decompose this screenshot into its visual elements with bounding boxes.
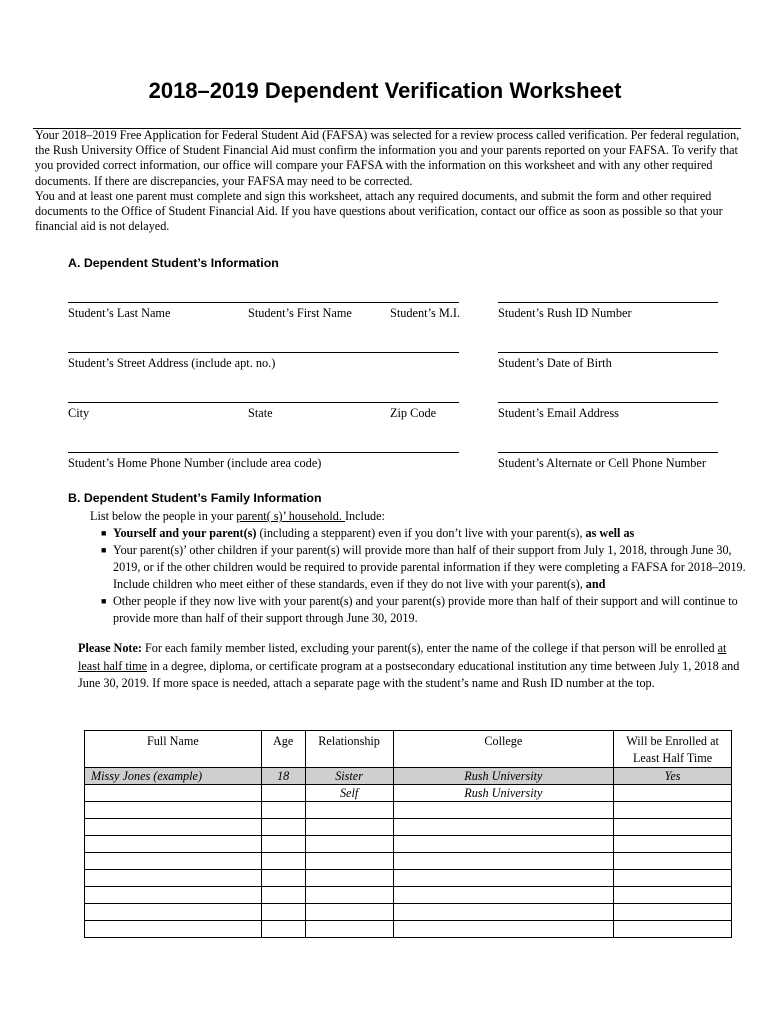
list-intro-underlined: parent( s)’ household. xyxy=(236,509,345,523)
list-item-text: Other people if they now live with your parent(s) and your parent(s) provide more than half of their support and will continue to provide more than half of their support through June 30, 2019. xyxy=(113,594,738,625)
cell-relationship[interactable]: Self xyxy=(305,785,393,802)
cell-full-name[interactable] xyxy=(85,921,262,938)
note-text: For each family member listed, excluding your parent(s), enter the name of the college if that person will be enrolled xyxy=(141,641,718,655)
list-item-text: Your parent(s)’ other children if your parent(s) will provide more than half of their support from July 1, 2018, through June 30, 2019, or if the other children would be required to provide parental information if they were completing a FAFSA for 2018–2019. Include children who meet either of these standards, even if they do not live with your parent(s), xyxy=(113,543,746,591)
first-name-label: Student’s First Name xyxy=(248,306,352,320)
email-line[interactable] xyxy=(498,402,718,403)
cell-college[interactable]: Rush University xyxy=(393,768,614,785)
cell-full-name[interactable] xyxy=(85,904,262,921)
cell-age[interactable]: 18 xyxy=(261,768,305,785)
bullet-icon: ■ xyxy=(101,528,107,538)
street-line[interactable] xyxy=(68,352,459,353)
email-label: Student’s Email Address xyxy=(498,406,619,420)
cell-age[interactable] xyxy=(261,785,305,802)
cell-enrolled[interactable] xyxy=(614,785,732,802)
bullet-icon: ■ xyxy=(101,596,107,606)
please-note xyxy=(78,640,743,693)
cell-age[interactable] xyxy=(261,887,305,904)
cell-full-name[interactable] xyxy=(85,785,262,802)
section-a-heading: A. Dependent Student’s Information xyxy=(68,256,279,270)
cell-age[interactable] xyxy=(261,819,305,836)
cell-enrolled[interactable] xyxy=(614,887,732,904)
cell-relationship[interactable] xyxy=(305,802,393,819)
include-list xyxy=(90,525,750,627)
family-instructions xyxy=(90,508,750,627)
dob-label: Student’s Date of Birth xyxy=(498,356,612,370)
intro-paragraph-2: You and at least one parent must complete and sign this worksheet, attach any required documents, and submit the form and other required documents to the Office of Student Financial Aid. If you have questions about verification, contact our office as soon as possible so that your financial aid is not delayed. xyxy=(35,188,723,234)
zip-label: Zip Code xyxy=(390,406,437,420)
cell-college[interactable]: Rush University xyxy=(393,785,614,802)
list-item xyxy=(101,593,750,627)
city-state-zip-line[interactable] xyxy=(68,402,459,403)
cell-college[interactable] xyxy=(393,819,614,836)
cell-full-name[interactable] xyxy=(85,870,262,887)
cell-age[interactable] xyxy=(261,921,305,938)
table-row xyxy=(85,904,732,921)
cell-age[interactable] xyxy=(261,904,305,921)
cell-enrolled[interactable] xyxy=(614,853,732,870)
cell-enrolled[interactable] xyxy=(614,836,732,853)
table-row xyxy=(85,853,732,870)
list-intro-text: List below the people in your xyxy=(90,509,237,523)
cell-college[interactable] xyxy=(393,853,614,870)
cell-relationship[interactable] xyxy=(305,904,393,921)
mi-label: Student’s M.I. xyxy=(390,306,461,320)
header-relationship: Relationship xyxy=(305,731,393,768)
section-b-heading: B. Dependent Student’s Family Information xyxy=(68,491,322,505)
table-row xyxy=(85,802,732,819)
cell-full-name[interactable]: Missy Jones (example) xyxy=(85,768,262,785)
list-item-bold-suffix: as well as xyxy=(585,526,635,540)
home-phone-label: Student’s Home Phone Number (include area code) xyxy=(68,456,322,470)
table-row xyxy=(85,921,732,938)
header-enrolled: Will be Enrolled at Least Half Time xyxy=(614,731,732,768)
list-item xyxy=(101,525,750,542)
street-label: Student’s Street Address (include apt. no.) xyxy=(68,356,276,370)
list-item xyxy=(101,542,750,593)
table-row xyxy=(85,768,732,785)
cell-relationship[interactable] xyxy=(305,921,393,938)
cell-relationship[interactable] xyxy=(305,887,393,904)
rush-id-line[interactable] xyxy=(498,302,718,303)
state-label: State xyxy=(248,406,273,420)
cell-age[interactable] xyxy=(261,802,305,819)
page-title: 2018–2019 Dependent Verification Worksheet xyxy=(148,78,622,103)
rush-id-label: Student’s Rush ID Number xyxy=(498,306,632,320)
alt-phone-label: Student’s Alternate or Cell Phone Number xyxy=(498,456,706,470)
table-header-row xyxy=(85,731,732,768)
cell-full-name[interactable] xyxy=(85,853,262,870)
cell-age[interactable] xyxy=(261,836,305,853)
table-row xyxy=(85,870,732,887)
cell-full-name[interactable] xyxy=(85,887,262,904)
note-underlined: at least half time xyxy=(78,641,727,673)
dob-line[interactable] xyxy=(498,352,718,353)
header-age: Age xyxy=(261,731,305,768)
list-intro xyxy=(90,508,750,525)
header-college: College xyxy=(393,731,614,768)
alt-phone-line[interactable] xyxy=(498,452,718,453)
cell-age[interactable] xyxy=(261,870,305,887)
cell-college[interactable] xyxy=(393,802,614,819)
cell-enrolled[interactable] xyxy=(614,870,732,887)
intro-text xyxy=(35,128,743,234)
table-row xyxy=(85,887,732,904)
table-row xyxy=(85,836,732,853)
name-line[interactable] xyxy=(68,302,459,303)
last-name-label: Student’s Last Name xyxy=(68,306,171,320)
cell-college[interactable] xyxy=(393,870,614,887)
list-item-bold: Yourself and your parent(s) xyxy=(113,526,257,540)
cell-full-name[interactable] xyxy=(85,819,262,836)
cell-enrolled[interactable] xyxy=(614,904,732,921)
family-members-table xyxy=(84,730,732,938)
note-text-end: in a degree, diploma, or certificate program at a postsecondary educational institution any time between July 1, 2018 and June 30, 2019. If more space is needed, attach a separate page with the student’s name and Rush ID number at the top. xyxy=(78,658,740,690)
home-phone-line[interactable] xyxy=(68,452,459,453)
city-label: City xyxy=(68,406,90,420)
cell-full-name[interactable] xyxy=(85,836,262,853)
cell-enrolled[interactable] xyxy=(614,819,732,836)
cell-college[interactable] xyxy=(393,904,614,921)
intro-paragraph-1: Your 2018–2019 Free Application for Federal Student Aid (FAFSA) was selected for a review process called verification. Per federal regulation, the Rush University Office of Student Financial Aid must confirm the information you and your parents reported on your FAFSA. To verify that you provided correct information, our office will compare your FAFSA with the information on this worksheet and with any other required documents. If there are discrepancies, your FAFSA may need to be corrected. xyxy=(35,128,740,188)
cell-college[interactable] xyxy=(393,921,614,938)
cell-relationship[interactable] xyxy=(305,836,393,853)
cell-enrolled[interactable] xyxy=(614,921,732,938)
cell-enrolled[interactable] xyxy=(614,802,732,819)
cell-full-name[interactable] xyxy=(85,802,262,819)
note-label: Please Note: xyxy=(78,641,142,655)
header-full-name: Full Name xyxy=(85,731,262,768)
cell-relationship[interactable] xyxy=(305,819,393,836)
cell-college[interactable] xyxy=(393,836,614,853)
table-row xyxy=(85,819,732,836)
bullet-icon: ■ xyxy=(101,545,107,555)
cell-relationship[interactable] xyxy=(305,853,393,870)
cell-relationship[interactable] xyxy=(305,870,393,887)
list-item-text: (including a stepparent) even if you don’t live with your parent(s), xyxy=(256,526,586,540)
cell-college[interactable] xyxy=(393,887,614,904)
table-row xyxy=(85,785,732,802)
cell-relationship[interactable]: Sister xyxy=(305,768,393,785)
list-intro-include: Include: xyxy=(345,509,385,523)
cell-enrolled[interactable]: Yes xyxy=(614,768,732,785)
cell-age[interactable] xyxy=(261,853,305,870)
list-item-bold-suffix: and xyxy=(585,577,606,591)
